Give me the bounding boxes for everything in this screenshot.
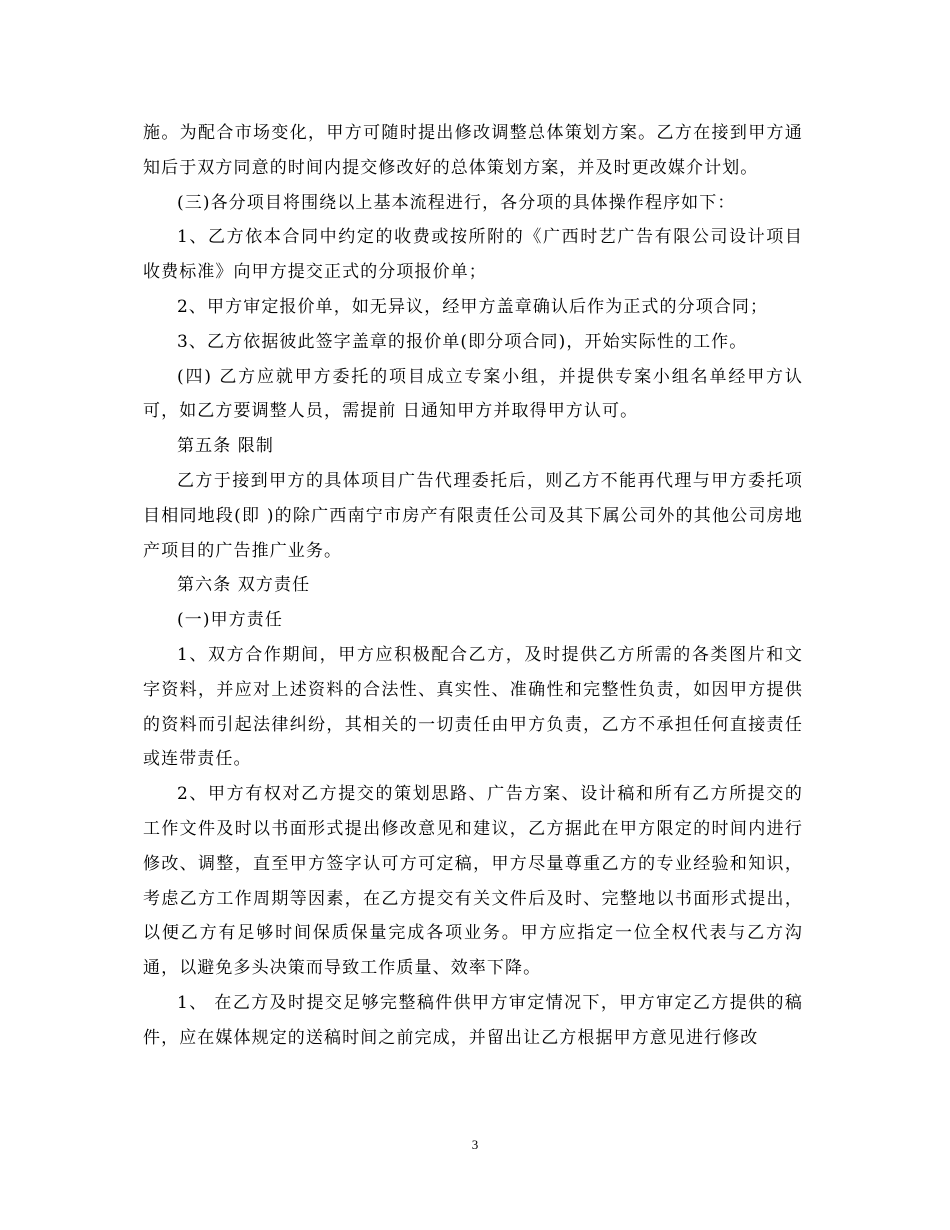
paragraph-section-four: (四) 乙方应就甲方委托的项目成立专案小组，并提供专案小组名单经甲方认可，如乙方要调整人员，需提前 日通知甲方并取得甲方认可。 [143,366,803,422]
paragraph-section-three: (三)各分项目将围绕以上基本流程进行，各分项的具体操作程序如下： [177,192,736,213]
paragraph-continuation: 施。为配合市场变化，甲方可随时提出修改调整总体策划方案。乙方在接到甲方通知后于双方同意的时间内提交修改好的总体策划方案，并及时更改媒介计划。 [143,123,803,178]
paragraph-restriction: 乙方于接到甲方的具体项目广告代理委托后，则乙方不能再代理与甲方委托项目相同地段(即 )的除广西南宁市房产有限责任公司及其下属公司外的其他公司房地产项目的广告推广业务。 [143,470,803,561]
heading-party-a-duties: (一)甲方责任 [177,610,283,631]
paragraph-item-2: 2、甲方审定报价单，如无异议，经甲方盖章确认后作为正式的分项合同； [177,296,769,317]
document-body [143,116,803,1056]
page-number: 3 [471,1137,479,1152]
paragraph-duty-1: 1、双方合作期间，甲方应积极配合乙方，及时提供乙方所需的各类图片和文字资料，并应对上述资料的合法性、真实性、准确性和完整性负责，如因甲方提供的资料而引起法律纠纷，其相关的一切责任由甲方负责，乙方不承担任何直接责任或连带责任。 [143,644,803,770]
paragraph-item-1: 1、乙方依本合同中约定的收费或按所附的《广西时艺广告有限公司设计项目收费标准》向甲方提交正式的分项报价单； [143,227,803,283]
paragraph-item-3: 3、乙方依据彼此签字盖章的报价单(即分项合同)，开始实际性的工作。 [177,331,748,352]
paragraph-duty-2: 2、甲方有权对乙方提交的策划思路、广告方案、设计稿和所有乙方所提交的工作文件及时以书面形式提出修改意见和建议，乙方据此在甲方限定的时间内进行修改、调整，直至甲方签字认可方可定稿，甲方尽量尊重乙方的专业经验和知识，考虑乙方工作周期等因素，在乙方提交有关文件后及时、完整地以书面形式提出，以便乙方有足够时间保质保量完成各项业务。甲方应指定一位全权代表与乙方沟通，以避免多头决策而导致工作质量、效率下降。 [143,784,803,979]
paragraph-duty-1b: 1、 在乙方及时提交足够完整稿件供甲方审定情况下，甲方审定乙方提供的稿件，应在媒体规定的送稿时间之前完成，并留出让乙方根据甲方意见进行修改 [143,992,803,1048]
heading-article-six: 第六条 双方责任 [177,575,311,596]
heading-article-five: 第五条 限制 [177,436,275,457]
